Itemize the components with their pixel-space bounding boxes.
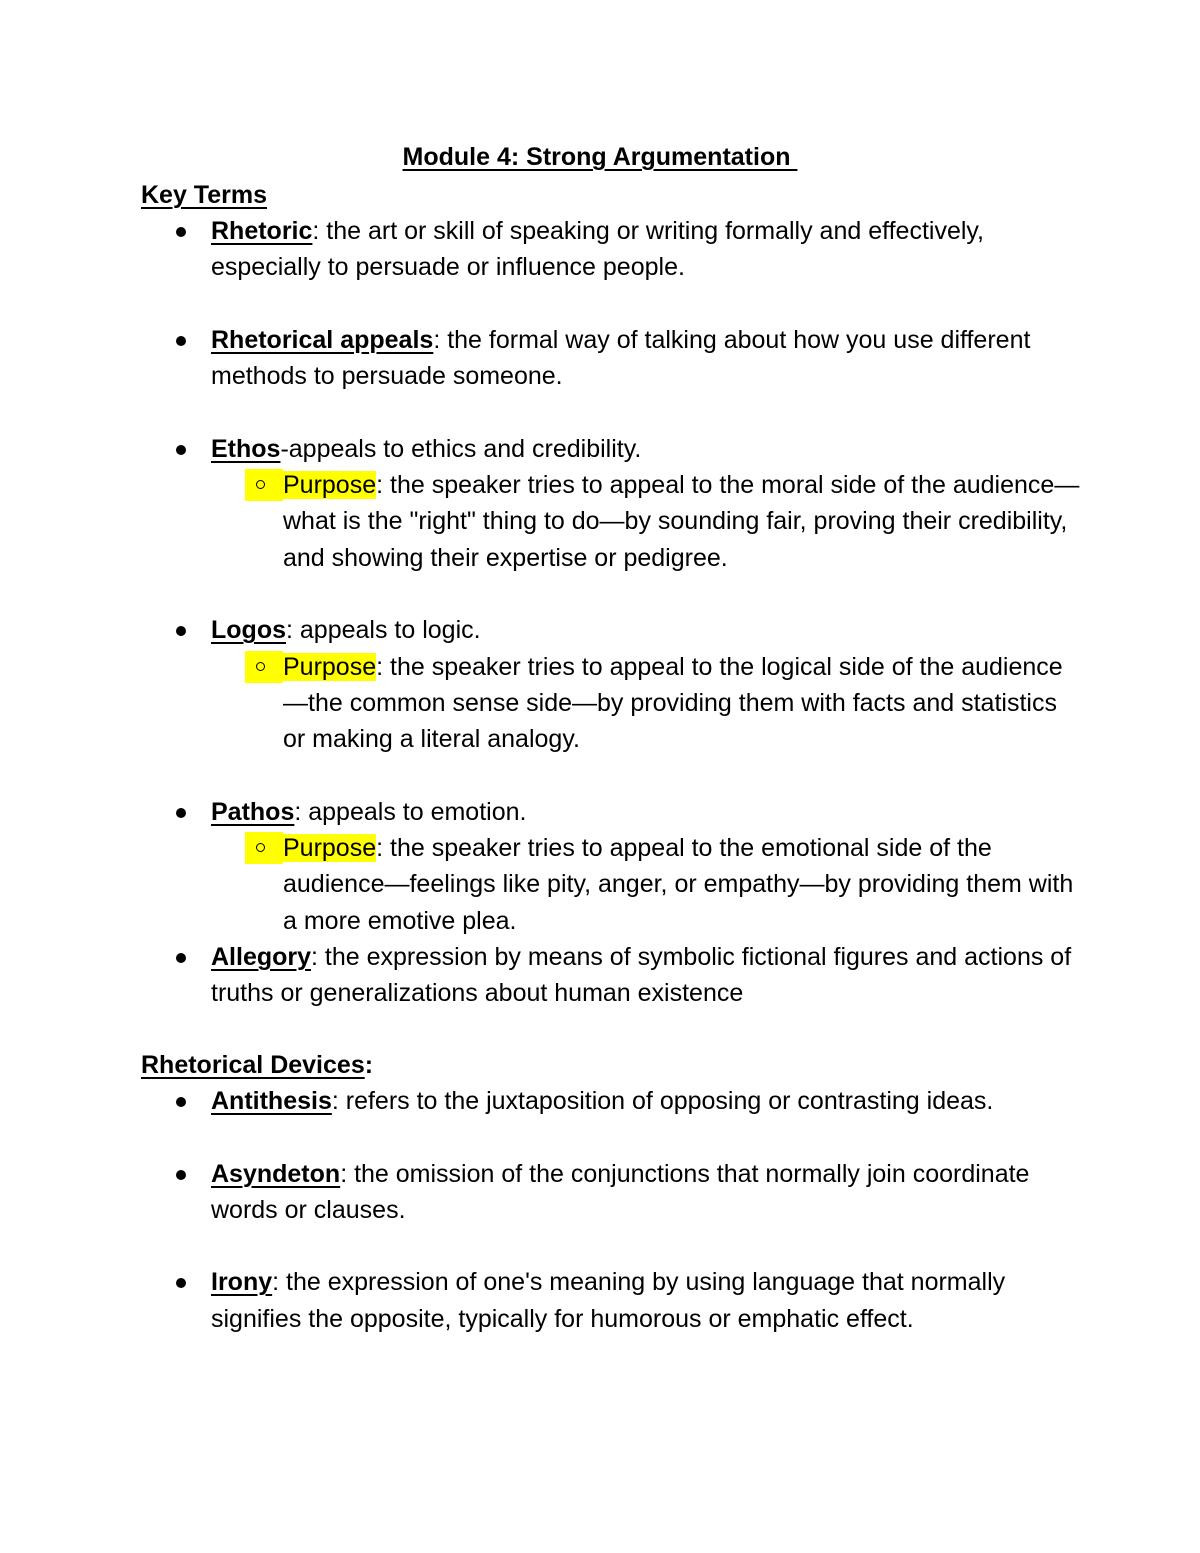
bullet-icon (176, 953, 186, 963)
key-term-rhetorical-appeals (0, 322, 1200, 395)
key-terms-heading (141, 177, 267, 213)
purpose-label: Purpose (283, 471, 377, 500)
term-label: Logos (211, 616, 286, 645)
term-definition: : appeals to emotion. (294, 797, 527, 826)
hollow-bullet-icon (245, 832, 283, 864)
purpose-text: : the speaker tries to appeal to the logical side of the audience—the common sense side—by providing them with facts and statistics or making a literal analogy. (283, 652, 1063, 754)
term-definition: : the expression by means of symbolic fictional figures and actions of truths or generalizations about human existence (211, 942, 1072, 1008)
hollow-bullet-icon (245, 651, 283, 683)
device-asyndeton (0, 1156, 1200, 1229)
bullet-icon (176, 626, 186, 636)
key-terms-heading-text: Key Terms (141, 181, 267, 209)
term-label: Rhetorical appeals (211, 325, 434, 354)
key-term-rhetoric (0, 213, 1200, 286)
rhetorical-devices-heading (141, 1047, 373, 1083)
purpose-item (283, 830, 1080, 939)
term-definition: : appeals to logic. (286, 616, 481, 645)
purpose-item (283, 649, 1080, 758)
key-term-logos (0, 612, 1200, 757)
purpose-sublist (211, 467, 1080, 576)
term-label: Asyndeton (211, 1159, 341, 1188)
term-definition: : the expression of one's meaning by using language that normally signifies the opposite, typically for humorous or emphatic effect. (211, 1268, 1006, 1333)
term-label: Rhetoric (211, 217, 313, 245)
key-terms-list (0, 213, 1200, 1012)
bullet-icon (176, 1278, 186, 1288)
term-definition: : the omission of the conjunctions that normally join coordinate words or clauses. (211, 1159, 1030, 1224)
key-term-ethos (0, 431, 1200, 576)
key-term-pathos (0, 794, 1200, 939)
term-definition: : refers to the juxtaposition of opposing or contrasting ideas. (331, 1087, 994, 1115)
device-irony (0, 1264, 1200, 1337)
term-definition: -appeals to ethics and credibility. (280, 434, 642, 463)
hollow-bullet-icon (245, 469, 283, 501)
term-label: Allegory (211, 942, 312, 971)
term-label: Irony (211, 1268, 273, 1297)
bullet-icon (176, 336, 186, 346)
purpose-label: Purpose (283, 652, 377, 681)
rhetorical-devices-list (0, 1083, 1200, 1337)
purpose-label: Purpose (283, 834, 377, 863)
term-definition: : the art or skill of speaking or writing formally and effectively, especially to persuade or influence people. (211, 217, 984, 282)
term-label: Antithesis (211, 1087, 332, 1115)
purpose-text: : the speaker tries to appeal to the moral side of the audience—what is the "right" thing to do—by sounding fair, proving their credibility, and showing their expertise or pedigree. (283, 471, 1080, 572)
page-title: Module 4: Strong Argumentation (402, 143, 798, 171)
rhetorical-devices-heading-colon: : (364, 1051, 374, 1079)
term-label: Ethos (211, 434, 281, 463)
bullet-icon (176, 1170, 186, 1180)
purpose-item (283, 467, 1080, 576)
rhetorical-devices-heading-text: Rhetorical Devices (141, 1051, 365, 1079)
term-label: Pathos (211, 797, 295, 826)
term-definition: : the formal way of talking about how you use different methods to persuade someone. (211, 325, 1031, 391)
key-term-allegory (0, 939, 1200, 1012)
device-antithesis (0, 1083, 1200, 1119)
bullet-icon (176, 808, 186, 818)
purpose-sublist (211, 649, 1080, 758)
purpose-sublist (211, 830, 1080, 939)
bullet-icon (176, 445, 186, 455)
bullet-icon (176, 227, 186, 237)
bullet-icon (176, 1097, 186, 1107)
purpose-text: : the speaker tries to appeal to the emotional side of the audience—feelings like pity, anger, or empathy—by providing them with a more emotive plea. (283, 834, 1074, 935)
